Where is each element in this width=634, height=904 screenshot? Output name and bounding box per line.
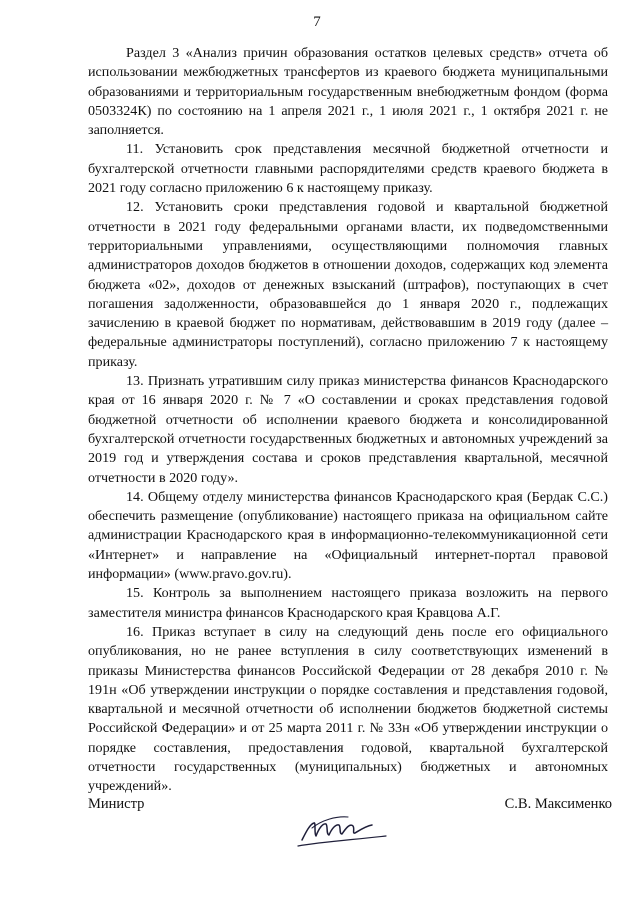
paragraph-section-3-note: Раздел 3 «Анализ причин образования остатков целевых средств» отчета об использовании межбюджетных трансфертов из краевого бюджета муниципальными образованиями и территориальным государственным внебюджетным фондом (форма 0503324К) по состоянию на 1 апреля 2021 г., 1 июля 2021 г., 1 октября 2021 г. не заполняется. [88, 45, 608, 139]
paragraph-16: 16. Приказ вступает в силу на следующий день после его официального опубликования, но не ранее вступления в силу соответствующих изменений в приказы Министерства финансов Российской Федерации от 28 декабря 2010 г. № 191н «Об утверждении инструкции о порядке составления и представления годовой, квартальной и месячной отчетности об исполнении бюджетов бюджетной системы Российской Федерации» и от 25 марта 2011 г. № 33н «Об утверждении инструкции о порядке составления, предоставления годовой, квартальной бухгалтерской отчетности государственных (муниципальных) бюджетных и автономных учреждений». [88, 623, 608, 795]
paragraph-12: 12. Установить сроки представления годовой и квартальной бюджетной отчетности в 2021 году федеральными органами власти, их подведомственными территориальными управлениями, осуществляющими полномочия главных администраторов доходов бюджетов в отношении доходов, содержащих код элемента бюджета «02», доходов от денежных взысканий (штрафов), поступающих в счет погашения задолженности, образовавшейся до 1 января 2020 г., подлежащих зачислению в краевой бюджет по нормативам, действовавшим в 2019 году (далее – федеральные администраторы поступлений), согласно приложению 7 к настоящему приказу. [88, 199, 608, 370]
paragraph-11: 11. Установить срок представления месячной бюджетной отчетности и бухгалтерской отчетности главными распорядителями средств краевого бюджета в 2021 году согласно приложению 6 к настоящему приказу. [88, 141, 608, 197]
signatory-title: Министр [88, 796, 145, 812]
page-number: 7 [313, 14, 321, 30]
paragraph-13: 13. Признать утратившим силу приказ министерства финансов Краснодарского края от 16 января 2020 г. № 7 «О составлении и сроках представления годовой бюджетной отчетности об исполнении краевого бюджета и консолидированной бухгалтерской отчетности государственных бюджетных и автономных учреждений за 2019 год и утверждения состава и сроков представления квартальной, месячной отчетности в 2020 году». [88, 373, 608, 486]
document-body [88, 44, 608, 797]
paragraph-15: 15. Контроль за выполнением настоящего приказа возложить на первого заместителя министра финансов Краснодарского края Кравцова А.Г. [88, 585, 608, 621]
signatory-name: С.В. Максименко [504, 796, 612, 812]
paragraph-14: 14. Общему отделу министерства финансов Краснодарского края (Бердак С.С.) обеспечить размещение (опубликование) настоящего приказа на официальном сайте администрации Краснодарского края в информационно-телекоммуникационной сети «Интернет» и направление на «Официальный интернет-портал правовой информации» (www.pravo.gov.ru). [88, 488, 608, 583]
handwritten-signature [292, 806, 392, 854]
